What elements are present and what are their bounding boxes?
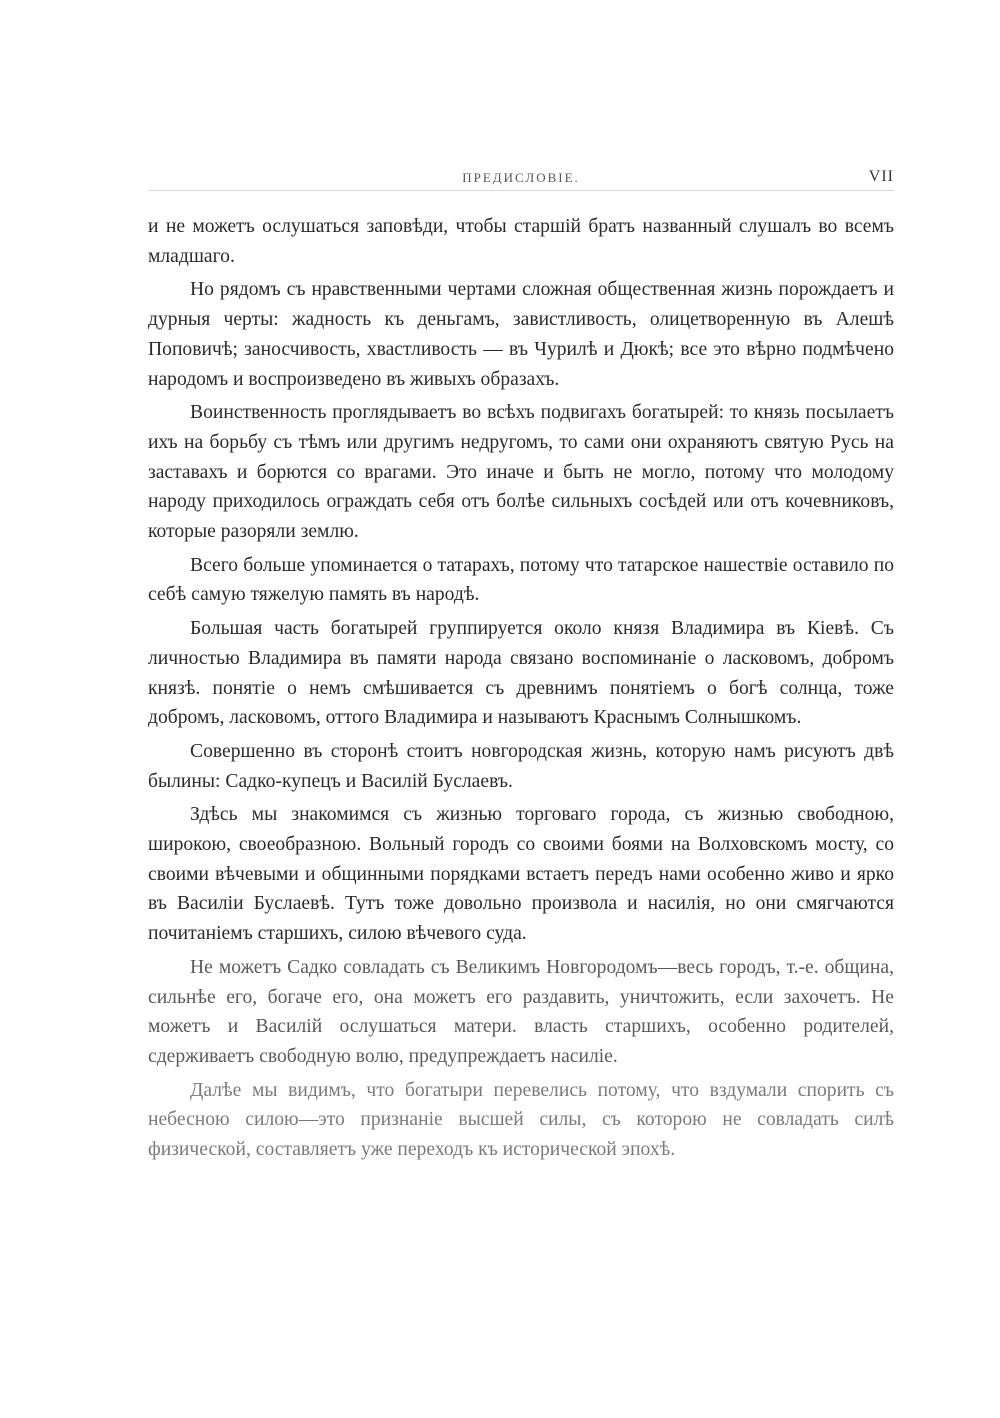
header-rule — [148, 190, 894, 191]
paragraph: Воинственность проглядываетъ во всѣхъ подвигахъ богатырей: то князь посылаетъ ихъ на борьбу съ тѣмъ или другимъ недругомъ, то сами они охраняютъ святую Русь на заставахъ и борются со врагами. Это иначе и быть не могло, потому что молодому народу приходилось ограждать себя отъ болѣе сильныхъ сосѣдей или отъ кочевниковъ, которые разоряли землю. — [148, 402, 894, 543]
paragraph: Большая часть богатырей группируется около князя Владимира въ Кіевѣ. Съ личностью Владимира въ памяти народа связано воспоминаніе о ласковомъ, добромъ князѣ. понятіе о немъ смѣшивается съ древнимъ понятіемъ о богѣ солнца, тоже добромъ, ласковомъ, оттого Владимира и называютъ Краснымъ Солнышкомъ. — [148, 618, 894, 729]
running-title: ПРЕДИСЛОВІЕ. — [462, 170, 580, 185]
paragraph: Не можетъ Садко совладать съ Великимъ Новгородомъ—весь городъ, т.-е. община, сильнѣе его, богаче его, она можетъ его раздавить, уничтожить, если захочетъ. Не можетъ и Василій ослушаться матери. власть старшихъ, особенно родителей, сдерживаетъ свободную волю, предупреждаетъ насиліе. — [148, 956, 894, 1067]
page-number: VII — [868, 168, 894, 185]
paragraph: Далѣе мы видимъ, что богатыри перевелись потому, что вздумали спорить съ небесною силою—это признаніе высшей силы, съ которою не совладать силѣ физической, составляетъ уже переходъ къ исторической эпохѣ. — [148, 1079, 894, 1161]
paragraph: и не можетъ ослушаться заповѣди, чтобы старшій братъ названный слушалъ во всемъ младшаго. — [148, 216, 894, 267]
paragraph: Всего больше упоминается о татарахъ, потому что татарское нашествіе оставило по себѣ самую тяжелую память въ народѣ. — [148, 554, 894, 606]
paragraph: Но рядомъ съ нравственными чертами сложная общественная жизнь порождаетъ и дурныя черты: жадность къ деньгамъ, завистливость, олицетворенную въ Алешѣ Поповичѣ; заносчивость, хвастливость — въ Чурилѣ и Дюкѣ; все это вѣрно подмѣчено народомъ и воспроизведено въ живыхъ образахъ. — [148, 279, 894, 390]
body-text — [148, 212, 894, 1169]
paragraph: Совершенно въ сторонѣ стоитъ новгородская жизнь, которую намъ рисуютъ двѣ былины: Садко-купецъ и Василій Буслаевъ. — [148, 740, 894, 792]
paragraph: Здѣсь мы знакомимся съ жизнью торговаго города, съ жизнью свободною, широкою, своеобразною. Вольный городъ со своими боями на Волховскомъ мосту, со своими вѣчевыми и общинными порядками встаетъ передъ нами особенно живо и ярко въ Василіи Буслаевѣ. Тутъ тоже довольно произвола и насилія, но они смягчаются почитаніемъ старшихъ, силою вѣчевого суда. — [148, 804, 894, 945]
